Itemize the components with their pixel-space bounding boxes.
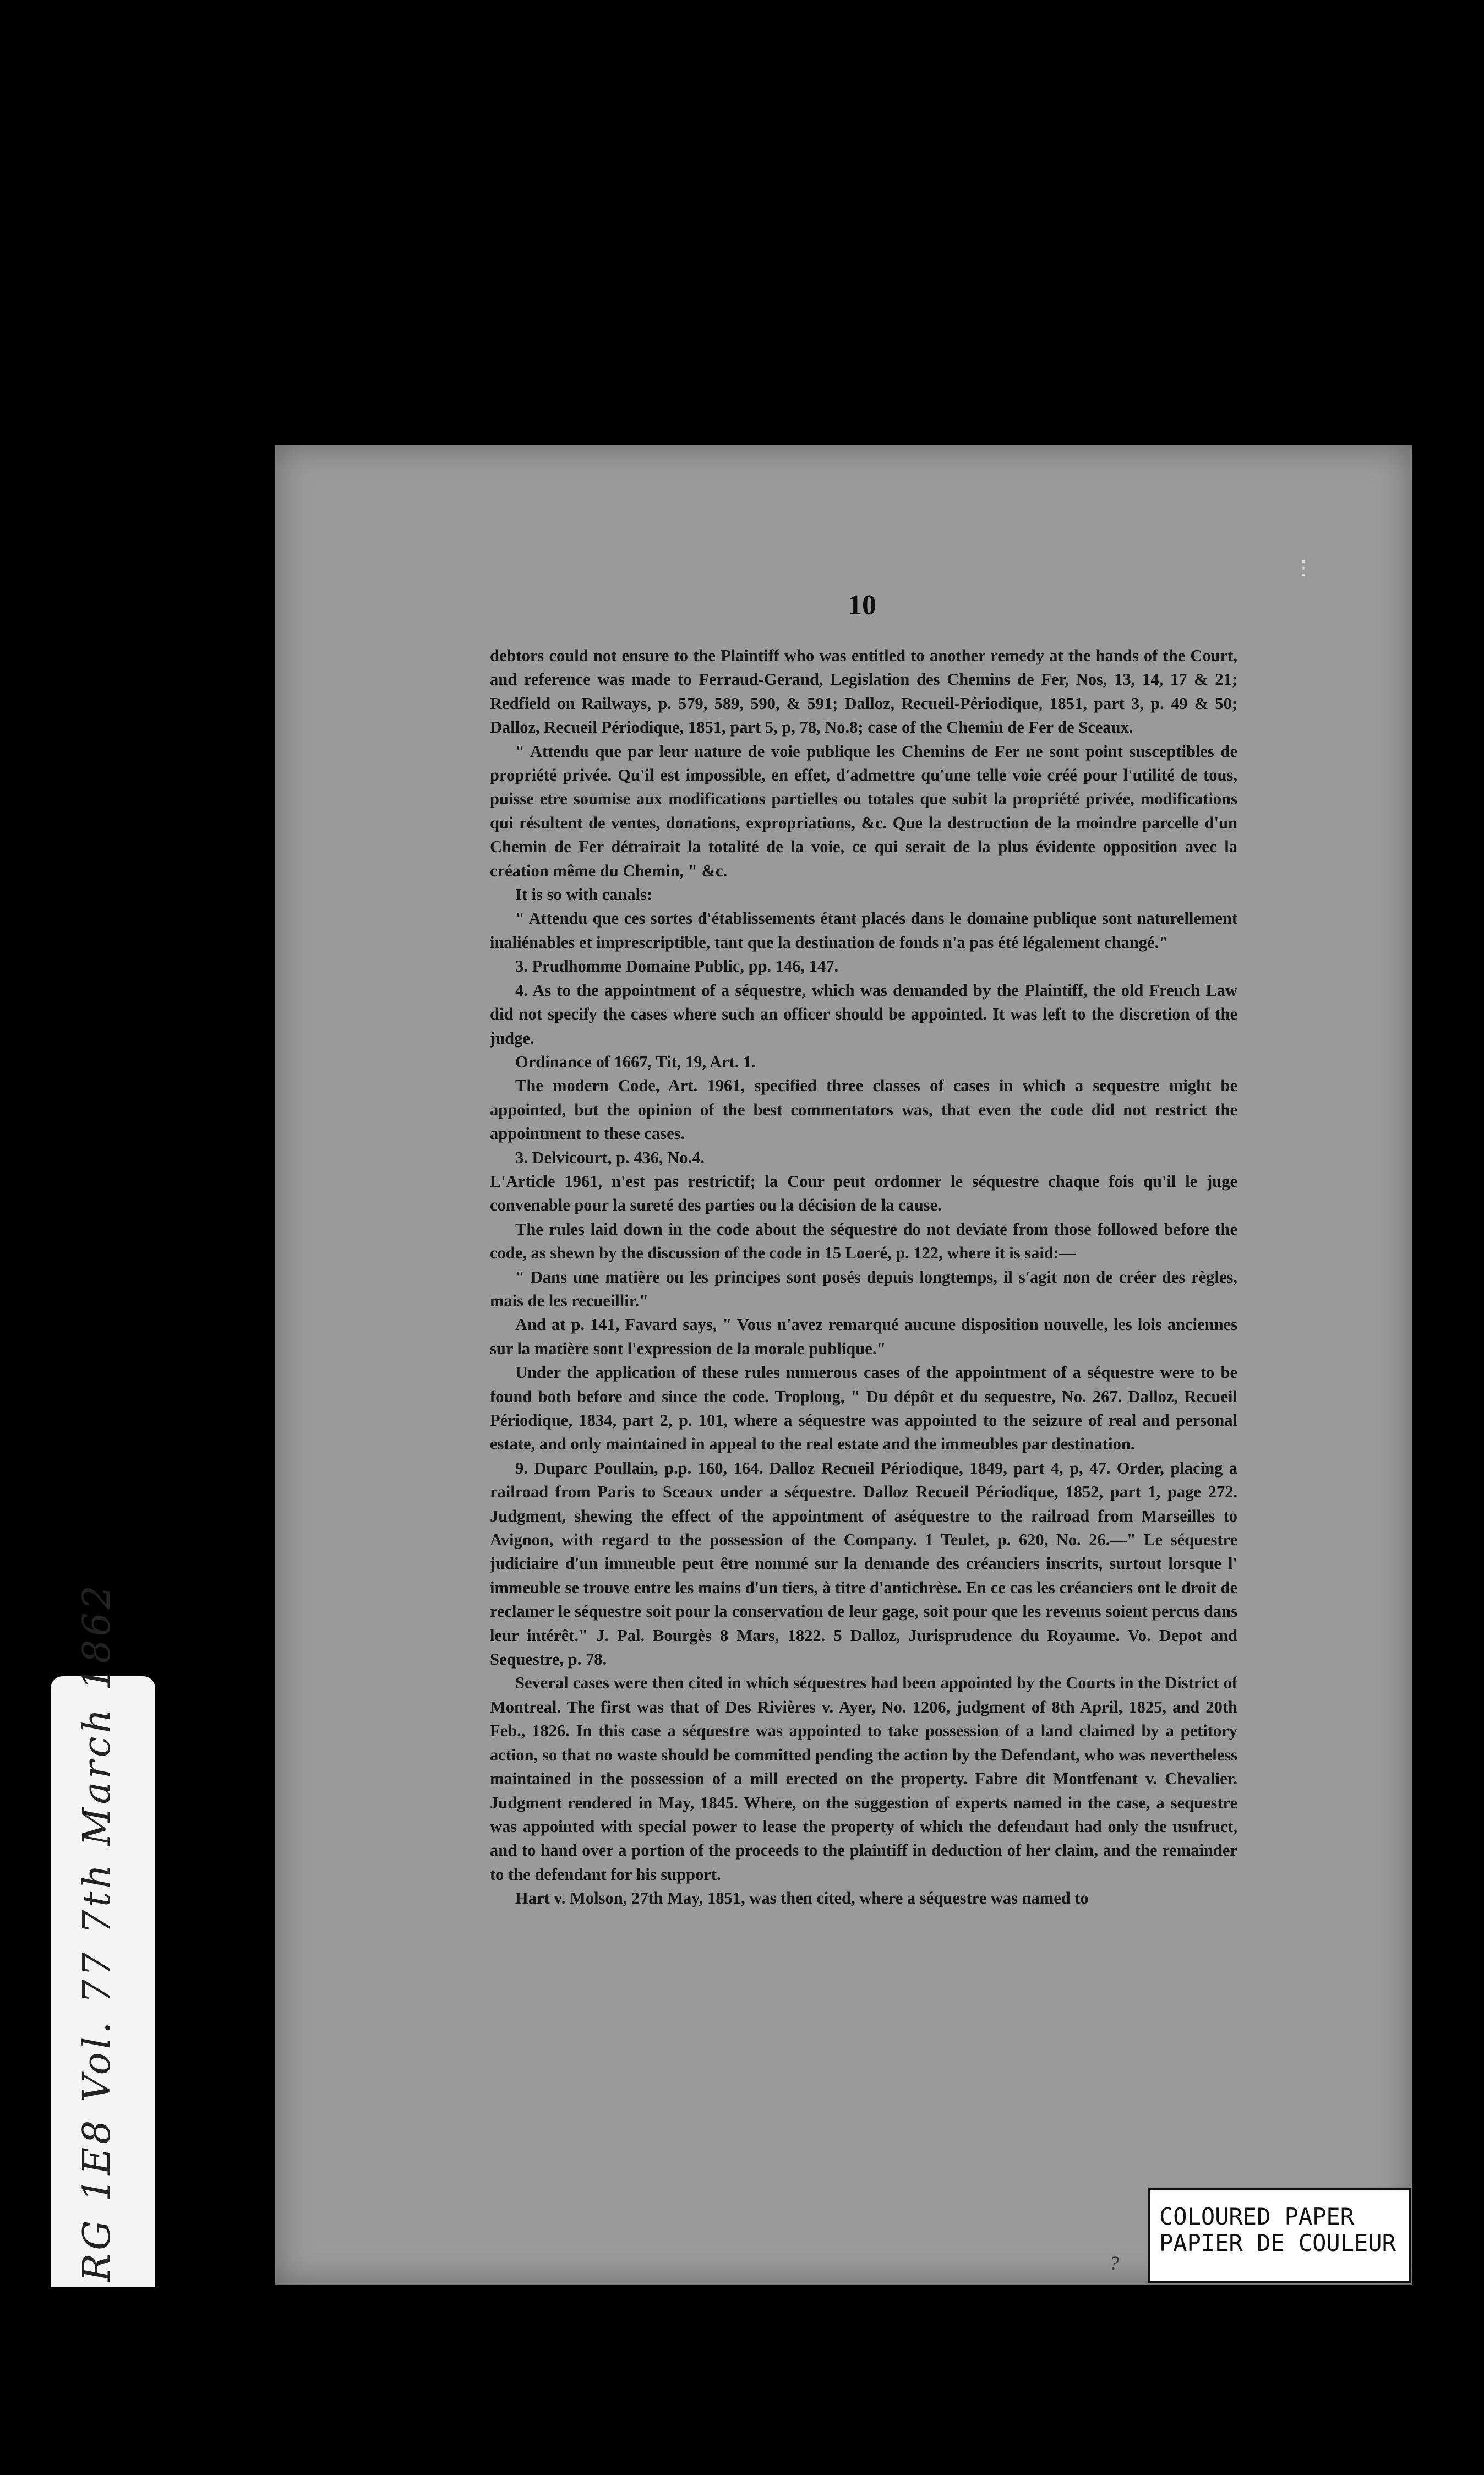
paragraph: L'Article 1961, n'est pas restrictif; la Cour peut ordonner le séquestre chaque fois qu'il le juge convenable pour la sureté des parties ou la décision de la cause. [490, 1171, 1237, 1215]
stamp-line-french: PAPIER DE COULEUR [1159, 2229, 1396, 2256]
paragraph: 3. Prudhomme Domaine Public, pp. 146, 147. [515, 957, 839, 976]
paragraph: The rules laid down in the code about the séquestre do not deviate from those followed before the code, as shewn by the discussion of the code in 15 Loeré, p. 122, where it is said:— [490, 1219, 1237, 1263]
paragraph: And at p. 141, Favard says, " Vous n'avez remarqué aucune disposition nouvelle, les lois anciennes sur la matière sont l'expression de la morale publique." [490, 1315, 1237, 1358]
paragraph: The modern Code, Art. 1961, specified three classes of cases in which a sequestre might be appointed, but the opinion of the best commentators was, that even the code did not restrict the appointment to these cases. [490, 1076, 1237, 1143]
paragraph: " Attendu que ces sortes d'établissements étant placés dans le domaine publique sont naturellement inaliénables et imprescriptible, tant que la destination de fonds n'a pas été légalement changé." [490, 909, 1237, 952]
archive-reference-label [51, 1582, 155, 2287]
paragraph: Hart v. Molson, 27th May, 1851, was then cited, where a séquestre was named to [515, 1889, 1089, 1908]
paragraph: 3. Delvicourt, p. 436, No.4. [515, 1148, 705, 1167]
paragraph: Under the application of these rules numerous cases of the appointment of a séquestre were to be found both before and since the code. Troplong, " Du dépôt et du sequestre, No. 267. Dalloz, Recueil Périodique, 1834, part 2, p. 101, where a séquestre was appointed to the seizure of real and personal estate, and only maintained in appeal to the real estate and the immeubles par destination. [490, 1363, 1237, 1454]
coloured-paper-stamp [1148, 2188, 1411, 2283]
paragraph: 4. As to the appointment of a séquestre, which was demanded by the Plaintiff, the old French Law did not specify the cases where such an officer should be appointed. It was left to the discretion of the judge. [490, 980, 1237, 1048]
paragraph: 9. Duparc Poullain, p.p. 160, 164. Dalloz Recueil Périodique, 1849, part 4, p, 47. Order, placing a railroad from Paris to Sceaux under a séquestre. Dalloz Recueil Périodique, 1852, part 1, page 272. Judgment, shewing the effect of the appointment of aséquestre to the railroad from Marseilles to Avignon, with regard to the possession of the Company. 1 Teulet, p. 620, No. 26.—" Le séquestre judiciaire d'un immeuble peut être nommé sur la demande des créanciers inscrits, surtout lorsque l' immeuble se trouve entre les mains d'un tiers, à titre d'antichrèse. En ce cas les créanciers ont le droit de reclamer le séquestre soit pour la conservation de leur gage, soit pour que les revenus soient percus dans leur intérêt." J. Pal. Bourgès 8 Mars, 1822. 5 Dalloz, Jurisprudence du Royaume. Vo. Depot and Sequestre, p. 78. [490, 1458, 1237, 1669]
edge-mark: ⋮ [1294, 557, 1313, 579]
paragraph: " Dans une matière ou les principes sont posés depuis longtemps, il s'agit non de créer des règles, mais de les recueillir." [490, 1267, 1237, 1310]
stamp-line-english: COLOURED PAPER [1159, 2203, 1355, 2230]
pencil-mark: ? [1109, 2252, 1119, 2274]
paragraph: debtors could not ensure to the Plaintiff who was entitled to another remedy at the hands of the Court, and reference was made to Ferraud-Gerand, Legislation des Chemins de Fer, Nos, 13, 14, 17 & 21; Redfield on Railways, p. 579, 589, 590, & 591; Dalloz, Recueil-Périodique, 1851, part 3, p. 49 & 50; Dalloz, Recueil Périodique, 1851, part 5, p, 78, No.8; case of the Chemin de Fer de Sceaux. [490, 646, 1237, 737]
page-text [490, 644, 1237, 2097]
page-number: 10 [848, 590, 876, 621]
handwritten-reference: RG 1E8 Vol. 77 7th March 1862 [75, 1582, 119, 2282]
paragraph: " Attendu que par leur nature de voie publique les Chemins de Fer ne sont point susceptibles de propriété privée. Qu'il est impossible, en effet, d'admettre qu'une telle voie créé pour l'utilité de tous, puisse etre soumise aux modifications partielles ou totales que subit la propriété privée, modifications qui résultent de ventes, donations, expropriations, &c. Que la destruction de la moindre parcelle d'un Chemin de Fer détrairait la totalité de la voie, ce qui serait de la plus évidente opposition avec la création même du Chemin, " &c. [490, 742, 1237, 880]
paragraph: Ordinance of 1667, Tit, 19, Art. 1. [515, 1052, 756, 1071]
paragraph: Several cases were then cited in which séquestres had been appointed by the Courts in the District of Montreal. The first was that of Des Rivières v. Ayer, No. 1206, judgment of 8th April, 1825, and 20th Feb., 1826. In this case a séquestre was appointed to take possession of a land claimed by a petitory action, so that no waste should be committed pending the action by the Defendant, who was nevertheless maintained in the possession of a mill erected on the property. Fabre dit Montfenant v. Chevalier. Judgment rendered in May, 1845. Where, on the suggestion of experts named in the case, a sequestre was appointed with special power to lease the property of which the defendant had only the usufruct, and to hand over a portion of the proceeds to the plaintiff in deduction of her claim, and the remainder to the defendant for his support. [490, 1673, 1237, 1884]
paragraph: It is so with canals: [515, 885, 653, 904]
